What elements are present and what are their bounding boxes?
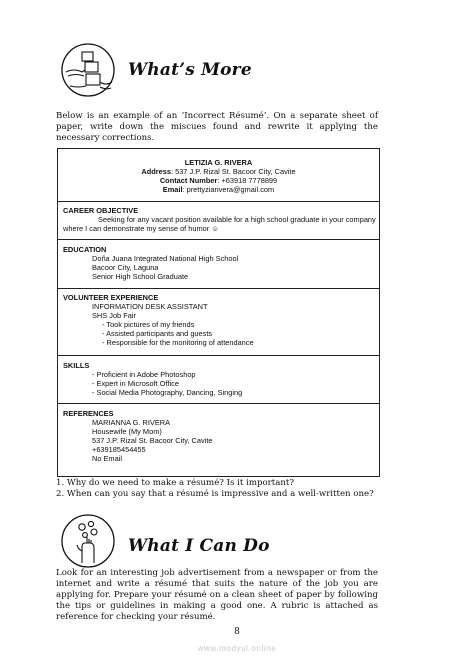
skill-line: - Expert in Microsoft Office xyxy=(92,379,179,388)
watermark: www.modyul.online xyxy=(197,644,277,653)
education-line: Senior High School Graduate xyxy=(92,272,189,281)
divider xyxy=(58,288,379,289)
hand-holding-gears-icon xyxy=(60,513,116,569)
hands-stacking-blocks-icon xyxy=(60,42,116,98)
resume-contact: Contact Number: +63918 7778899 xyxy=(159,176,278,185)
resume-email: Email: prettyziarivera@gmail.com xyxy=(162,185,275,194)
education-line: Bacoor City, Laguna xyxy=(92,263,159,272)
divider xyxy=(58,355,379,356)
skills-heading: SKILLS xyxy=(63,361,90,370)
task-paragraph: Look for an interesting job advertisement from a newspaper or from the internet and write a résumé that suits the nature of the job you are applying for. Prepare your résumé on a clean sheet of paper by following the tips or guidelines in making a good one. A rubric is attached as reference for checking your résumé. xyxy=(56,568,378,622)
volunteer-heading: VOLUNTEER EXPERIENCE xyxy=(63,293,159,302)
reference-line: No Email xyxy=(92,454,122,463)
career-objective-line: where I can demonstrate my sense of humor ☺ xyxy=(63,224,219,233)
volunteer-bullet: - Took pictures of my friends xyxy=(102,320,195,329)
skill-line: - Social Media Photography, Dancing, Singing xyxy=(92,388,243,397)
resume-address: Address: 537 J.P. Rizal St. Bacoor City, Cavite xyxy=(141,167,296,176)
question-item: 1. Why do we need to make a résumé? Is it important? xyxy=(56,478,294,488)
intro-paragraph: Below is an example of an ‘Incorrect Résumé’. On a separate sheet of paper, write down the miscues found and rewrite it applying the necessary corrections. xyxy=(56,111,378,143)
skill-line: - Proficient in Adobe Photoshop xyxy=(92,370,196,379)
volunteer-line: INFORMATION DESK ASSISTANT xyxy=(92,302,208,311)
page-number: 8 xyxy=(234,627,240,637)
incorrect-resume-example xyxy=(57,148,380,477)
section-title-what-i-can-do: What I Can Do xyxy=(128,536,270,556)
volunteer-line: SHS Job Fair xyxy=(92,311,136,320)
reference-line: Housewife (My Mom) xyxy=(92,427,162,436)
reference-line: 537 J.P. Rizal St. Bacoor City, Cavite xyxy=(92,436,213,445)
reference-line: +639185454455 xyxy=(92,445,146,454)
divider xyxy=(58,201,379,202)
question-item: 2. When can you say that a résumé is impressive and a well-written one? xyxy=(56,489,374,499)
volunteer-bullet: - Responsible for the monitoring of attendance xyxy=(102,338,254,347)
career-objective-heading: CAREER OBJECTIVE xyxy=(63,206,139,215)
resume-name: LETIZIA G. RIVERA xyxy=(184,158,253,167)
career-objective-line: Seeking for any vacant position available for a high school graduate in your company xyxy=(98,215,376,224)
education-heading: EDUCATION xyxy=(63,245,107,254)
divider xyxy=(58,239,379,240)
volunteer-bullet: - Assisted participants and guests xyxy=(102,329,213,338)
references-heading: REFERENCES xyxy=(63,409,114,418)
divider xyxy=(58,403,379,404)
section-title-whats-more: What’s More xyxy=(128,60,252,80)
reference-line: MARIANNA G. RIVERA xyxy=(92,418,171,427)
education-line: Doña Juana Integrated National High School xyxy=(92,254,239,263)
